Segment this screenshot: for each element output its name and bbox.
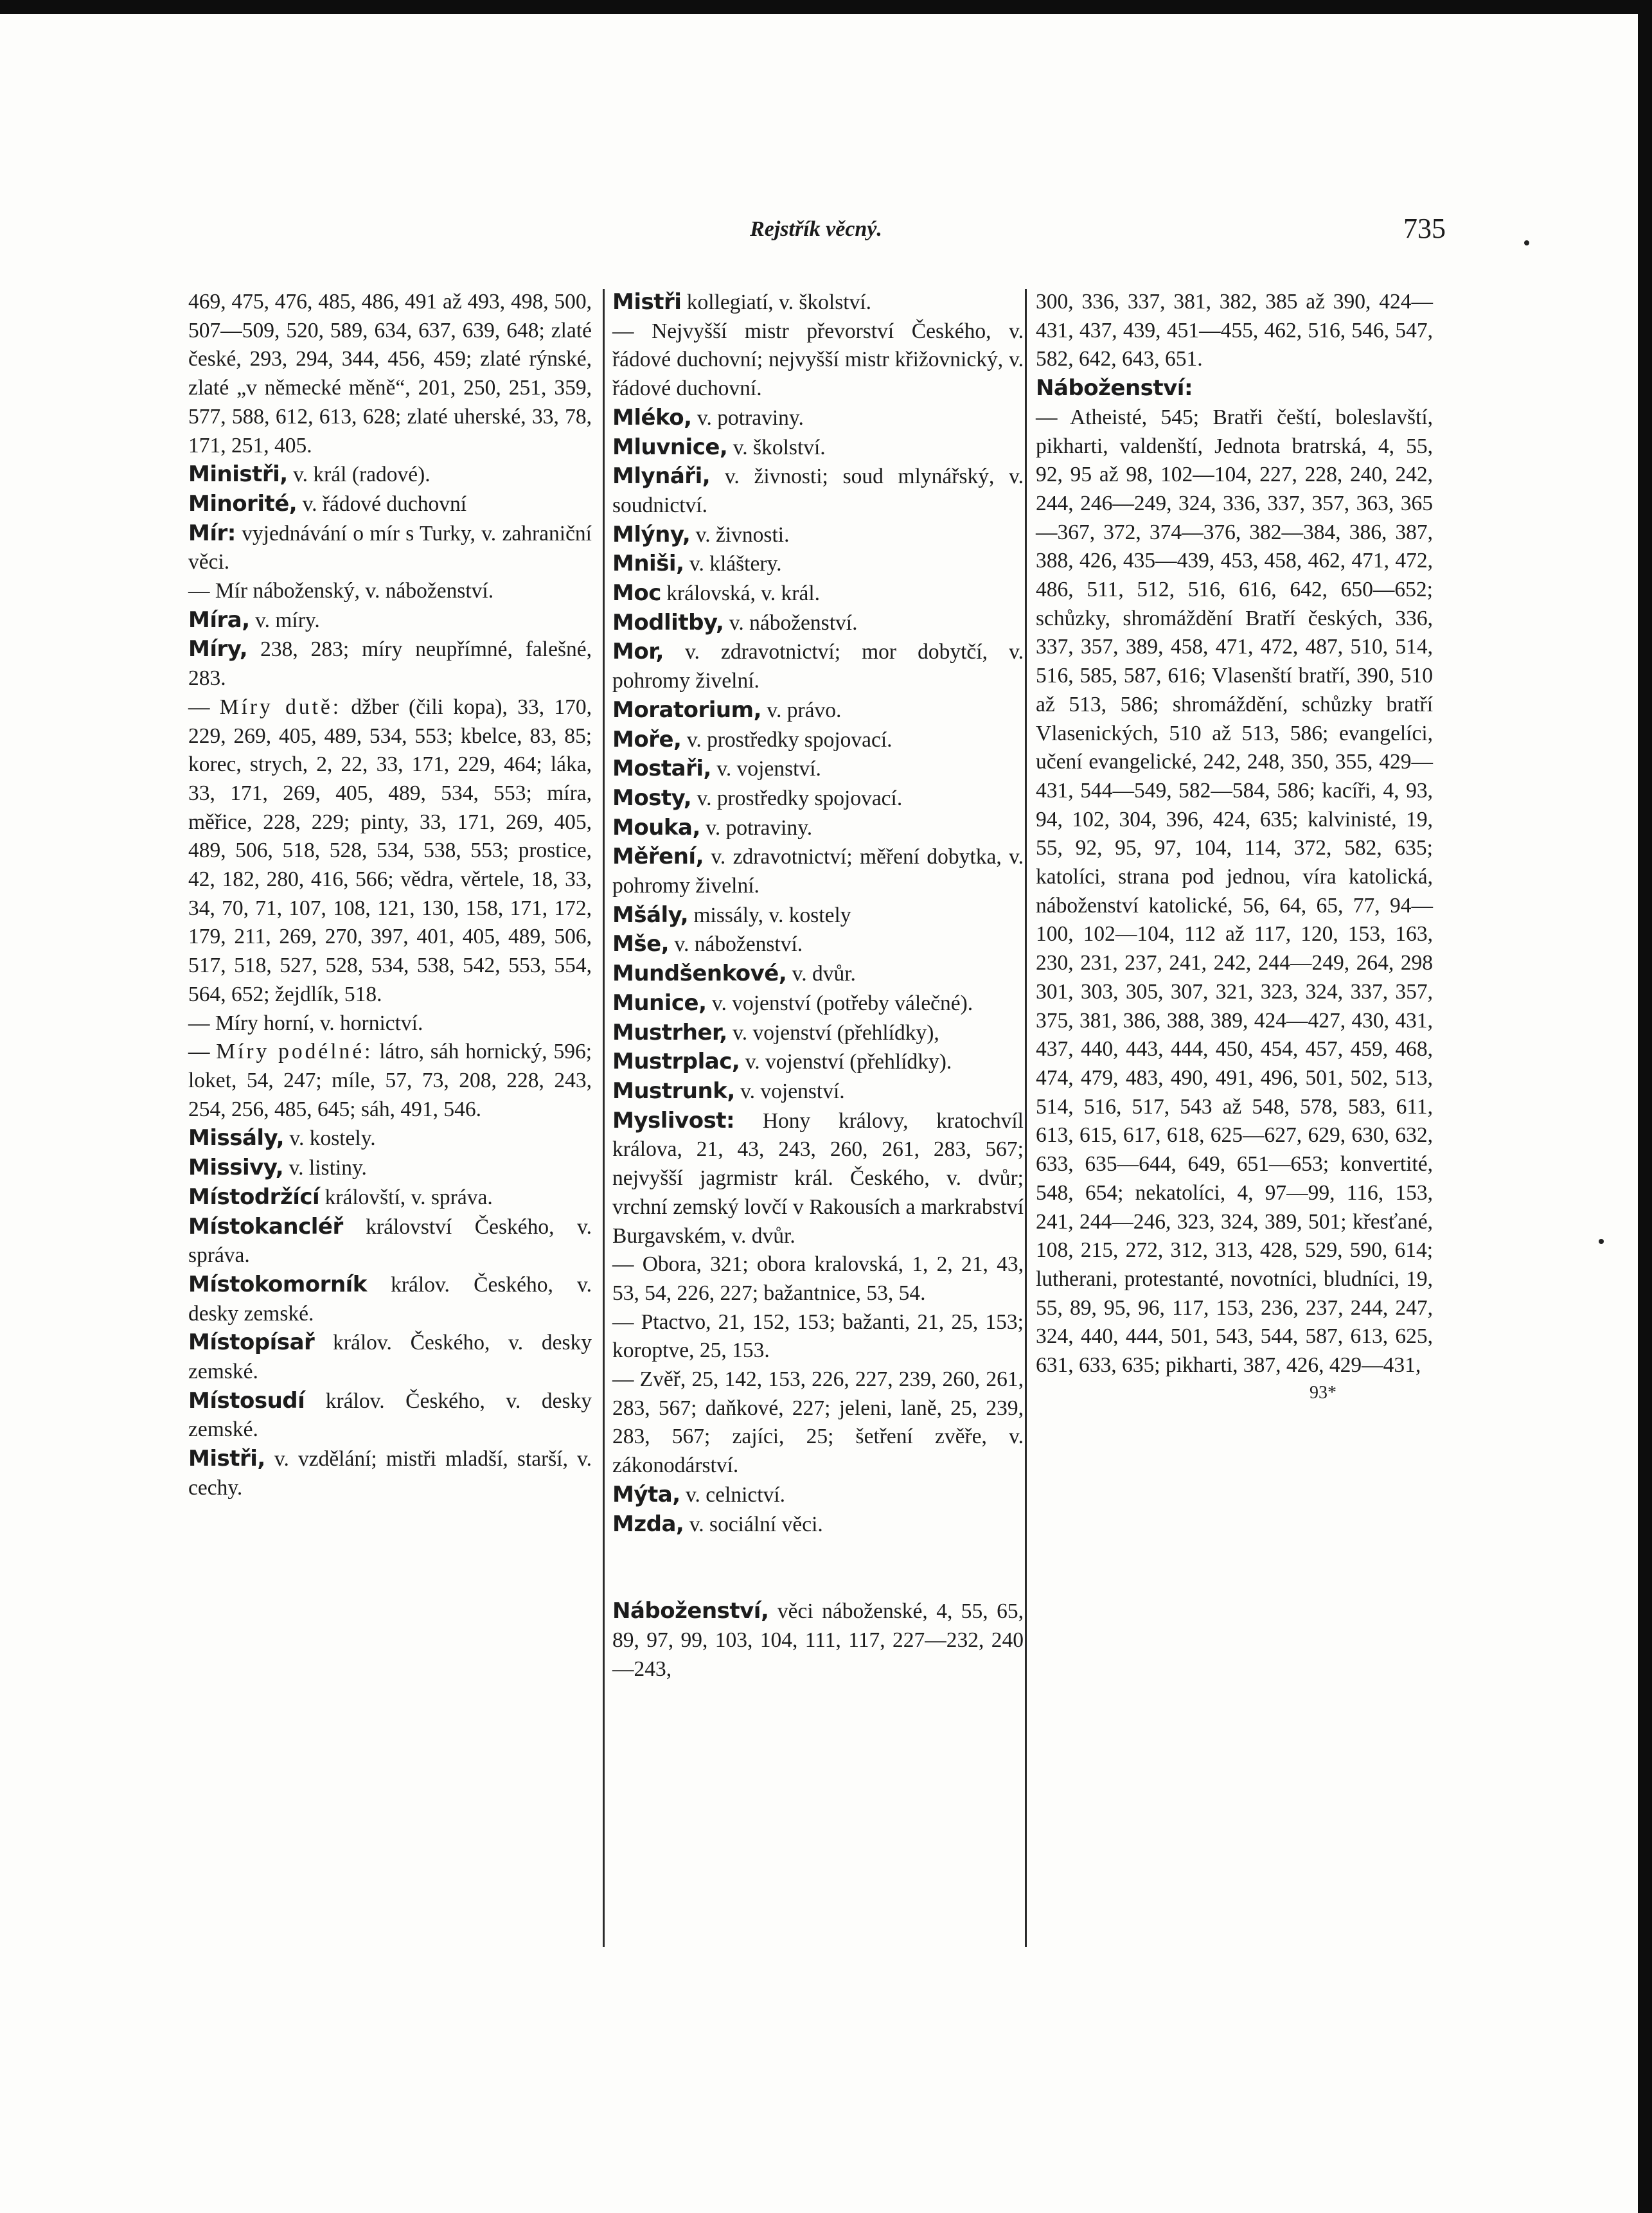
entry-headword: Moratorium,	[612, 697, 761, 723]
entry-text: v. míry.	[249, 608, 320, 632]
entry-dash: —	[188, 695, 220, 719]
entry-headword: Mustrher,	[612, 1019, 727, 1045]
index-entry	[612, 901, 1024, 930]
index-column-1	[188, 288, 592, 1503]
entry-headword: Měření,	[612, 844, 704, 870]
entry-headword: Mléko,	[612, 404, 692, 431]
entry-text: missály, v. kostely	[688, 903, 851, 927]
index-entry	[1036, 288, 1433, 374]
entry-headword: Mostaři,	[612, 756, 711, 782]
entry-headword: Mustrplac,	[612, 1049, 740, 1075]
entry-text: látro, sáh hornický, 596; loket, 54, 247; míle, 57, 73, 208, 228, 243, 254, 256, 485, 645; sáh, 491, 546.	[188, 1040, 592, 1121]
index-entry	[612, 520, 1024, 550]
entry-text: v. prostředky spojovací.	[691, 786, 903, 810]
index-entry	[1036, 404, 1433, 1380]
entry-headword: Mluvnice,	[612, 434, 728, 460]
index-entry	[612, 989, 1024, 1018]
entry-text: v. vzdělání; mistři mladší, starší, v. cechy.	[188, 1447, 592, 1500]
index-entry	[188, 1183, 592, 1213]
entry-text: 300, 336, 337, 381, 382, 385 až 390, 424—431, 437, 439, 451—455, 462, 516, 546, 547, 582, 642, 643, 651.	[1036, 290, 1433, 371]
entry-text: v. zdravotnictví; mor dobytčí, v. pohromy živelní.	[612, 640, 1024, 693]
index-entry	[612, 1597, 1024, 1684]
entry-text: kollegiatí, v. školství.	[681, 290, 872, 314]
entry-text: v. vojenství (potřeby válečné).	[706, 991, 973, 1015]
index-entry	[188, 1444, 592, 1502]
entry-text: v. kláštery.	[684, 552, 782, 576]
page-number: 735	[1403, 213, 1446, 244]
entry-text: — Ptactvo, 21, 152, 153; bažanti, 21, 25, 153; koroptve, 25, 153.	[612, 1310, 1024, 1363]
entry-text: v. listiny.	[283, 1156, 367, 1180]
entry-text: v. dvůr.	[786, 962, 856, 986]
entry-text: v. vojenství.	[734, 1079, 845, 1103]
entry-text: — Mír náboženský, v. náboženství.	[188, 579, 494, 603]
entry-text: v. celnictví.	[680, 1482, 786, 1507]
index-entry	[612, 404, 1024, 433]
entry-text: v. náboženství.	[669, 932, 803, 957]
entry-headword: Moc	[612, 580, 661, 607]
entry-text: věci náboženské, 4, 55, 65, 89, 97, 99, 103, 104, 111, 117, 227—232, 240—243,	[612, 1599, 1024, 1681]
index-entry	[188, 577, 592, 606]
scan-speck	[1599, 1239, 1604, 1244]
index-entry	[612, 842, 1024, 900]
index-entry	[188, 1387, 592, 1444]
entry-text: v. školství.	[727, 435, 826, 459]
index-entry	[188, 1009, 592, 1038]
entry-headword: Náboženství,	[612, 1598, 769, 1624]
index-entry	[188, 490, 592, 519]
entry-dash: —	[188, 1040, 217, 1064]
entry-headword: Mouka,	[612, 814, 700, 840]
column-rule	[1025, 289, 1027, 1947]
entry-text: v. král (radové).	[287, 463, 431, 487]
entry-headword: Missály,	[188, 1125, 284, 1151]
entry-text: vyjednávání o mír s Turky, v. zahraniční věci.	[188, 521, 592, 574]
entry-text: v. sociální věci.	[684, 1512, 823, 1536]
index-entry	[612, 725, 1024, 755]
entry-headword: Myslivost:	[612, 1107, 735, 1133]
entry-text: v. právo.	[761, 698, 842, 722]
index-entry	[612, 1047, 1024, 1077]
entry-headword: Mír:	[188, 520, 236, 546]
index-entry	[612, 1365, 1024, 1480]
entry-headword: Mýta,	[612, 1481, 680, 1507]
entry-text: v. řádové duchovní	[297, 492, 467, 516]
index-column-3	[1036, 288, 1433, 1406]
entry-headword: Munice,	[612, 990, 707, 1016]
entry-text: králov. Českého, v. desky zemské.	[188, 1389, 592, 1442]
index-entry	[612, 1250, 1024, 1308]
entry-text: džber (čili kopa), 33, 170, 229, 269, 405, 489, 534, 553; kbelce, 83, 85; korec, strych, 2, 22, 33, 171, 229, 464; láka, 33, 171, 269, 405, 489, 534, 553; míra, měřice, 228, 229; pinty, 33, 171, 269, 405, 489, 506, 518, 528, 534, 538, 553; prostice, 42, 182, 280, 416, 566; vědra, věrtele, 18, 33, 34, 70, 71, 107, 108, 121, 130, 158, 171, 172, 179, 211, 269, 270, 397, 401, 405, 489, 506, 517, 518, 527, 528, 534, 538, 542, 553, 554, 564, 652; žejdlík, 518.	[188, 695, 592, 1006]
entry-headword: Mlynáři,	[612, 463, 711, 490]
entry-headword: Moře,	[612, 726, 682, 752]
entry-text: v. vojenství (přehlídky).	[740, 1050, 952, 1074]
index-column-2	[612, 288, 1024, 1684]
column-rule	[603, 289, 605, 1947]
entry-text: — Atheisté, 545; Bratři čeští, boleslavští, pikharti, valdenští, Jednota bratrská, 4, 55, 92, 95 až 98, 102—104, 227, 228, 240, 242, 244, 246—249, 324, 336, 337, 357, 363, 365—367, 372, 374—376, 382—384, 386, 387, 388, 426, 435—439, 453, 458, 462, 471, 472, 486, 511, 512, 516, 616, 642, 650—652; schůzky, shromáždění Bratří českých, 336, 337, 357, 389, 458, 471, 472, 487, 510, 514, 516, 585, 587, 616; Vlasenští bratří, 390, 510 až 513, 586; shromáždění, schůzky bratří Vlasenických, 510 až 513, 586; evangelíci, učení evangelické, 242, 248, 350, 355, 429—431, 544—549, 582—584, 586; kacíři, 4, 93, 94, 102, 304, 396, 424, 635; kalvinisté, 19, 55, 92, 95, 97, 104, 114, 372, 582, 635; katolíci, strana pod jednou, víra katolická, náboženství katolické, 56, 64, 65, 77, 94—100, 102—104, 112 až 117, 120, 153, 163, 230, 231, 237, 241, 242, 244—249, 264, 298 301, 303, 305, 307, 321, 323, 324, 337, 357, 375, 381, 386, 388, 389, 424—427, 430, 431, 437, 440, 443, 444, 450, 454, 457, 459, 468, 474, 479, 483, 490, 491, 496, 501, 502, 513, 514, 516, 517, 543 až 548, 578, 583, 611, 613, 615, 617, 618, 625—627, 629, 630, 632, 633, 635—644, 649, 651—653; konvertité, 548, 654; nekatolíci, 4, 97—99, 116, 153, 241, 244—246, 323, 324, 389, 501; křesťané, 108, 215, 272, 312, 313, 428, 529, 590, 614; lutherani, protestanté, novotníci, bludníci, 19, 55, 89, 95, 96, 117, 153, 236, 237, 244, 247, 324, 440, 444, 501, 543, 544, 587, 613, 625, 631, 633, 635; pikharti, 387, 426, 429—431,	[1036, 405, 1433, 1378]
index-entry	[188, 288, 592, 460]
entry-subheading: Míry podélné:	[216, 1040, 373, 1064]
entry-headword: Místosudí	[188, 1387, 305, 1414]
index-entry	[612, 1510, 1024, 1540]
entry-headword: Modlitby,	[612, 609, 724, 635]
entry-text: v. živnosti.	[690, 522, 790, 547]
entry-headword: Minorité,	[188, 490, 298, 517]
index-entry	[188, 1270, 592, 1328]
entry-headword: Místopísař	[188, 1329, 315, 1356]
index-entry	[612, 462, 1024, 520]
index-entry	[612, 609, 1024, 638]
index-entry	[188, 1328, 592, 1386]
entry-headword: Ministři,	[188, 461, 288, 488]
entry-headword: Míry,	[188, 636, 248, 662]
index-entry	[612, 784, 1024, 813]
index-entry	[612, 959, 1024, 989]
entry-text: králov. Českého, v. desky zemské.	[188, 1331, 592, 1384]
entry-text: v. vojenství.	[711, 757, 821, 781]
entry-text: v. živnosti; soud mlynářský, v. soudnictví.	[612, 465, 1024, 517]
entry-text: královští, v. správa.	[319, 1185, 493, 1209]
index-entry	[612, 1308, 1024, 1365]
entry-headword: Mlýny,	[612, 521, 691, 547]
index-entry	[188, 693, 592, 1009]
entry-headword: Místodržící	[188, 1184, 320, 1210]
entry-headword: Mosty,	[612, 785, 692, 811]
index-entry	[612, 1106, 1024, 1251]
entry-text: v. náboženství.	[724, 610, 858, 635]
entry-text: království Českého, v. správa.	[188, 1214, 592, 1268]
entry-headword: Náboženství:	[1036, 375, 1193, 402]
index-entry	[188, 519, 592, 577]
entry-text: v. vojenství (přehlídky),	[727, 1020, 939, 1045]
entry-text: v. potraviny.	[691, 405, 804, 430]
entry-headword: Mustrunk,	[612, 1078, 735, 1104]
scan-border-top	[0, 0, 1652, 14]
section-gap	[612, 1539, 1024, 1597]
entry-text: králov. Českého, v. desky zemské.	[188, 1272, 592, 1326]
entry-headword: Mor,	[612, 639, 664, 665]
entry-text: Hony královy, kratochvíl králova, 21, 43, 243, 260, 261, 283, 567; nejvyšší jagrmistr král. Českého, v. dvůr; vrchní zemský lovčí v Rakousích a markrabství Burgavském, v. dvůr.	[612, 1108, 1024, 1248]
entry-text: v. prostředky spojovací.	[681, 727, 893, 752]
entry-text: v. kostely.	[284, 1126, 376, 1151]
index-entry	[188, 1153, 592, 1183]
index-entry	[612, 1018, 1024, 1048]
entry-text: — Obora, 321; obora kralovská, 1, 2, 21, 43, 53, 54, 226, 227; bažantnice, 53, 54.	[612, 1252, 1024, 1305]
signature-mark: 93*	[1310, 1382, 1337, 1403]
entry-headword: Místokancléř	[188, 1213, 343, 1240]
entry-headword: Mzda,	[612, 1511, 684, 1537]
entry-text: v. potraviny.	[700, 815, 813, 840]
entry-text: 469, 475, 476, 485, 486, 491 až 493, 498, 500, 507—509, 520, 589, 634, 637, 639, 648; zlaté české, 293, 294, 344, 456, 459; zlaté rýnské, zlaté „v německé měně“, 201, 250, 251, 359, 577, 588, 612, 613, 628; zlaté uherské, 33, 78, 171, 251, 405.	[188, 290, 592, 458]
index-entry	[188, 1213, 592, 1270]
index-entry	[612, 549, 1024, 579]
running-head: Rejstřík věcný.	[750, 217, 882, 241]
entry-headword: Mundšenkové,	[612, 961, 787, 987]
entry-headword: Missivy,	[188, 1155, 284, 1181]
entry-headword: Mistři	[612, 289, 682, 315]
index-entry	[612, 1480, 1024, 1510]
index-entry	[188, 460, 592, 490]
index-entry	[612, 696, 1024, 725]
entry-headword: Místokomorník	[188, 1271, 367, 1297]
index-entry	[188, 1038, 592, 1124]
entry-text: 238, 283; míry neupřímné, falešné, 283.	[188, 637, 592, 691]
index-entry	[612, 1077, 1024, 1106]
entry-text: — Nejvyšší mistr převorství Českého, v. řádové duchovní; nejvyšší mistr křižovnický, v. řádové duchovní.	[612, 319, 1024, 401]
index-entry	[188, 635, 592, 693]
scan-speck	[1524, 240, 1529, 245]
index-entry	[188, 1124, 592, 1153]
entry-subheading: Míry dutě:	[219, 695, 342, 719]
entry-text: — Zvěř, 25, 142, 153, 226, 227, 239, 260, 261, 283, 567; daňkové, 227; jeleni, laně, 25, 239, 283, 567; zajíci, 25; šetření zvěře, v. zákonodárství.	[612, 1367, 1024, 1478]
entry-text: královská, v. král.	[661, 582, 821, 606]
entry-headword: Mše,	[612, 931, 670, 957]
index-entry	[612, 813, 1024, 843]
entry-text: v. zdravotnictví; měření dobytka, v. pohromy živelní.	[612, 845, 1024, 898]
index-entry	[612, 930, 1024, 959]
entry-headword: Míra,	[188, 607, 250, 633]
entry-headword: Mistři,	[188, 1446, 265, 1472]
index-entry	[1036, 374, 1433, 404]
index-entry	[188, 606, 592, 635]
index-entry	[612, 433, 1024, 463]
entry-headword: Mšály,	[612, 902, 689, 928]
index-entry	[612, 317, 1024, 404]
index-entry	[612, 288, 1024, 317]
index-entry	[612, 579, 1024, 609]
scan-border-right	[1638, 0, 1652, 2213]
index-entry	[612, 754, 1024, 784]
index-entry	[612, 637, 1024, 695]
entry-text: — Míry horní, v. hornictví.	[188, 1011, 423, 1035]
entry-headword: Mniši,	[612, 551, 684, 577]
